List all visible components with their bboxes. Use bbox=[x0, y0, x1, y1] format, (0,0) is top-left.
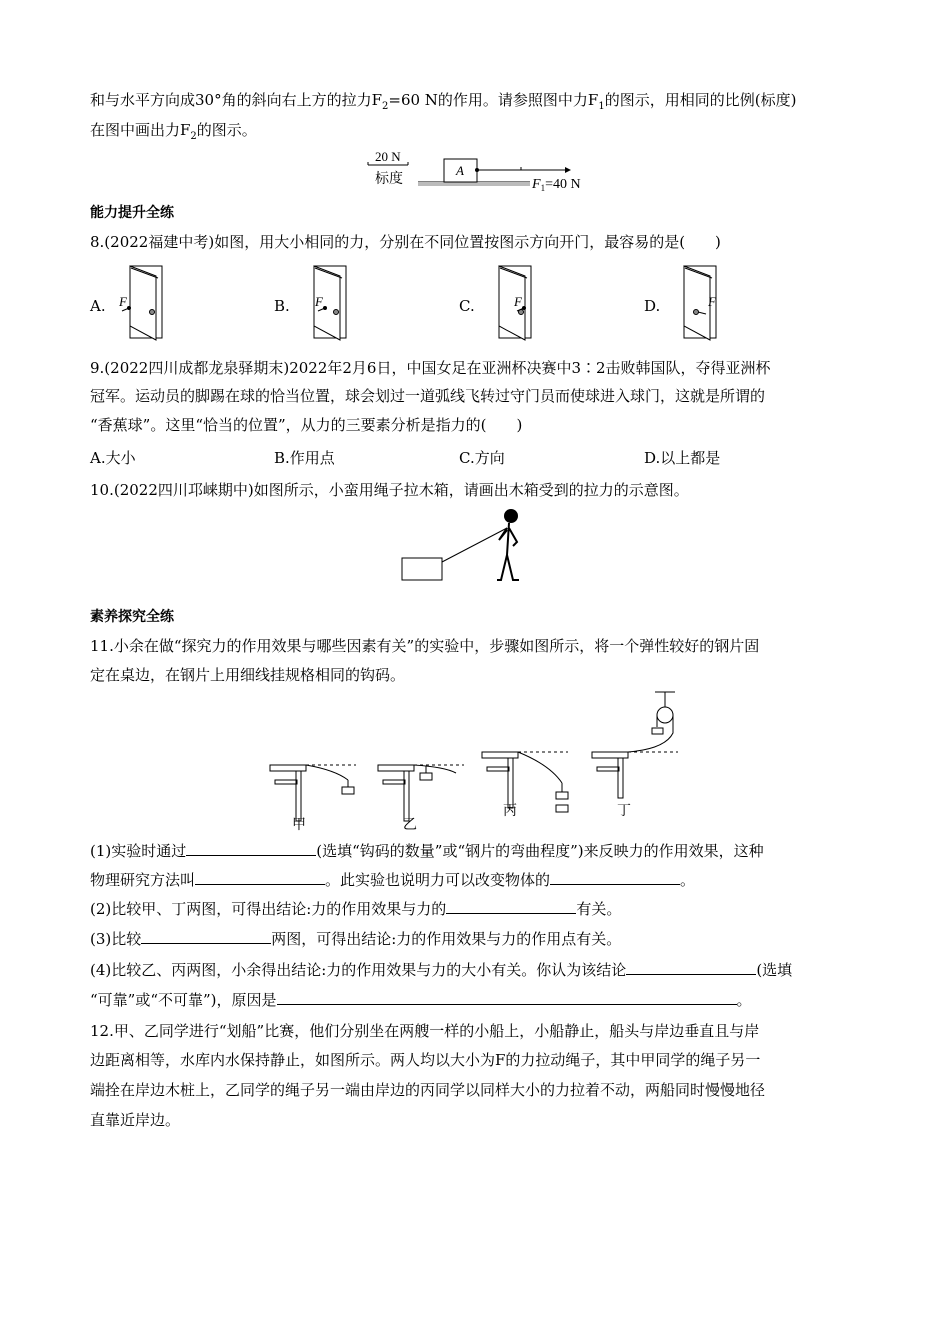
q11-line: 11.小余在做“探究力的作用效果与哪些因素有关”的实验中，步骤如图所示，将一个弹性较好的钢片固 bbox=[90, 637, 760, 655]
ground-hatch bbox=[418, 182, 530, 186]
subscript: 2 bbox=[190, 131, 197, 142]
scale-label: 标度 bbox=[375, 172, 403, 187]
q12-line: 边距离相等，水库内水保持静止，如图所示。两人均以大小为F的力拉动绳子，其中甲同学的绳子另一 bbox=[90, 1051, 761, 1069]
q11-part2 bbox=[90, 899, 621, 919]
subscript: 2 bbox=[382, 101, 389, 112]
q11-part3 bbox=[90, 929, 621, 949]
text: 。 bbox=[736, 991, 752, 1009]
force-label: $F_1=40$ N bbox=[532, 177, 581, 193]
answer-blank[interactable] bbox=[141, 929, 271, 944]
q9-option-b: B.作用点 bbox=[274, 449, 335, 467]
setup-ding bbox=[592, 692, 678, 819]
door-icon bbox=[304, 262, 384, 342]
q11-part1-cont bbox=[90, 870, 695, 890]
q10-stem: 10.(2022四川邛崃期中)如图所示，小蛮用绳子拉木箱，请画出木箱受到的拉力的示意图。 bbox=[90, 481, 689, 499]
q11-part1 bbox=[90, 841, 764, 861]
q9-line: “香蕉球”。这里“恰当的位置”，从力的三要素分析是指力的( ) bbox=[90, 416, 523, 434]
text: (选填 bbox=[756, 961, 793, 979]
setup-yi bbox=[378, 765, 464, 833]
q11-steel-strip-diagram bbox=[260, 685, 700, 833]
text: =60 N的作用。请参照图中力F bbox=[388, 91, 599, 109]
text: 。此实验也说明力可以改变物体的 bbox=[325, 871, 551, 889]
q8-option-a bbox=[90, 262, 240, 342]
q7-line2 bbox=[90, 120, 257, 147]
text: 两图，可得出结论:力的作用效果与力的作用点有关。 bbox=[271, 930, 622, 948]
force-label: F bbox=[315, 294, 323, 309]
q8-stem: 8.(2022福建中考)如图，用大小相同的力，分别在不同位置按图示方向开门，最容易的是( ) bbox=[90, 233, 721, 251]
subscript: 1 bbox=[598, 101, 605, 112]
q10-person-pulling-box bbox=[395, 500, 555, 590]
text: 在图中画出力F bbox=[90, 121, 191, 139]
force-label: F bbox=[708, 294, 716, 309]
text: “可靠”或“不可靠”)，原因是 bbox=[90, 991, 277, 1009]
person-head bbox=[504, 509, 518, 523]
rope bbox=[442, 528, 507, 562]
wooden-box bbox=[402, 558, 442, 580]
door-icon bbox=[120, 262, 200, 342]
text: 和与水平方向成30°角的斜向右上方的拉力F bbox=[90, 91, 382, 109]
answer-blank[interactable] bbox=[195, 870, 325, 885]
label-jia: 甲 bbox=[292, 818, 306, 833]
force-label: F bbox=[514, 294, 522, 309]
q9-line: 9.(2022四川成都龙泉驿期末)2022年2月6日，中国女足在亚洲杯决赛中3∶2击败韩国队，夺得亚洲杯 bbox=[90, 359, 771, 377]
q12-line: 12.甲、乙同学进行“划船”比赛，他们分别坐在两艘一样的小船上，小船静止，船头与岸边垂直且与岸 bbox=[90, 1022, 760, 1040]
q8-option-d bbox=[644, 262, 794, 342]
answer-blank[interactable] bbox=[550, 870, 680, 885]
text: (3)比较 bbox=[90, 930, 142, 948]
door-icon bbox=[674, 262, 754, 342]
text: (4)比较乙、丙两图，小余得出结论:力的作用效果与力的大小有关。你认为该结论 bbox=[90, 961, 627, 979]
text: 的图示。 bbox=[196, 121, 257, 139]
scale-value: 20 N bbox=[375, 149, 401, 164]
label-bing: 丙 bbox=[503, 804, 517, 819]
setup-jia bbox=[270, 765, 356, 833]
q9-line: 冠军。运动员的脚踢在球的恰当位置，球会划过一道弧线飞转过守门员而使球进入球门，这就是所谓的 bbox=[90, 387, 766, 405]
section-heading: 能力提升全练 bbox=[90, 205, 174, 221]
section-heading: 素养探究全练 bbox=[90, 609, 174, 625]
answer-blank[interactable] bbox=[626, 960, 756, 975]
q11-line: 定在桌边，在钢片上用细线挂规格相同的钩码。 bbox=[90, 666, 406, 684]
door-icon bbox=[489, 262, 569, 342]
label-ding: 丁 bbox=[617, 804, 631, 819]
label-yi: 乙 bbox=[403, 818, 417, 833]
text: (1)实验时通过 bbox=[90, 842, 187, 860]
q11-part4 bbox=[90, 960, 792, 980]
q7-line1 bbox=[90, 90, 796, 117]
text: (2)比较甲、丁两图，可得出结论:力的作用效果与力的 bbox=[90, 900, 447, 918]
q7-force-diagram bbox=[360, 145, 600, 195]
q9-option-a: A.大小 bbox=[90, 449, 136, 467]
option-label: C. bbox=[459, 297, 475, 315]
text: (选填“钩码的数量”或“钢片的弯曲程度”)来反映力的作用效果，这种 bbox=[316, 842, 764, 860]
q12-line: 端拴在岸边木桩上，乙同学的绳子另一端由岸边的丙同学以同样大小的力拉着不动，两船同时慢慢地径 bbox=[90, 1081, 766, 1099]
q12-line: 直靠近岸边。 bbox=[90, 1111, 181, 1129]
q8-option-c bbox=[459, 262, 609, 342]
option-label: B. bbox=[274, 297, 290, 315]
force-label: F bbox=[119, 294, 127, 309]
text: 。 bbox=[680, 871, 696, 889]
q9-option-d: D.以上都是 bbox=[644, 449, 721, 467]
q9-option-c: C.方向 bbox=[459, 449, 505, 467]
block-label: A bbox=[456, 163, 464, 178]
option-label: A. bbox=[90, 297, 106, 315]
text: 的图示，用相同的比例(标度) bbox=[604, 91, 797, 109]
text: 有关。 bbox=[576, 900, 622, 918]
q8-option-b bbox=[274, 262, 424, 342]
answer-blank[interactable] bbox=[446, 899, 576, 914]
option-label: D. bbox=[644, 297, 661, 315]
answer-blank[interactable] bbox=[277, 990, 737, 1005]
setup-bing bbox=[482, 752, 568, 819]
q11-part4-cont bbox=[90, 990, 752, 1010]
answer-blank[interactable] bbox=[186, 841, 316, 856]
text: 物理研究方法叫 bbox=[90, 871, 196, 889]
